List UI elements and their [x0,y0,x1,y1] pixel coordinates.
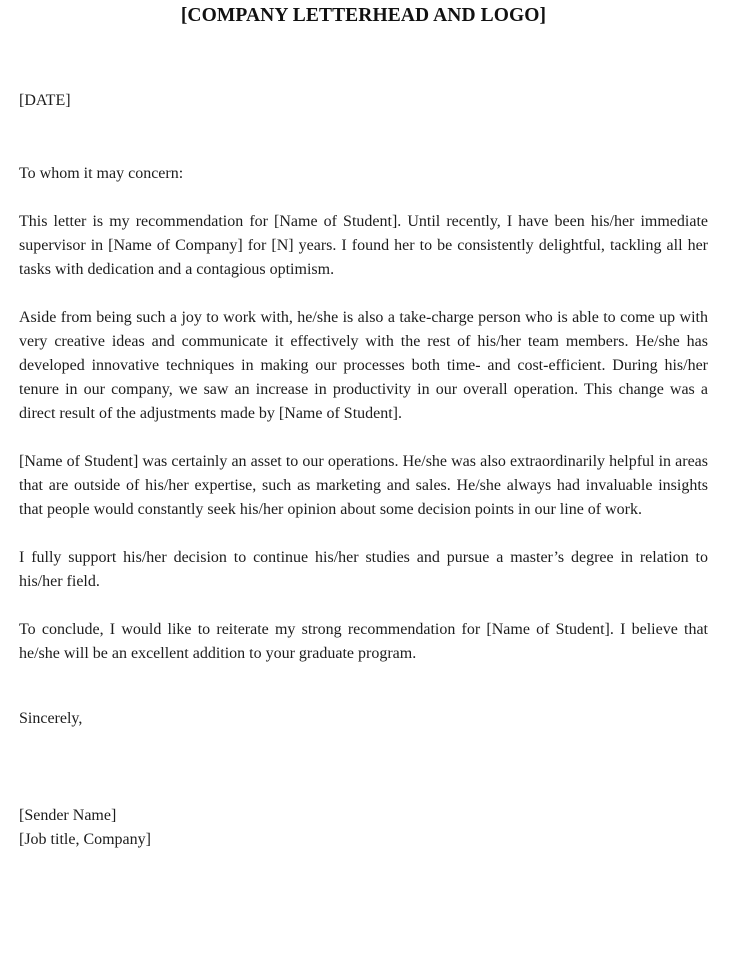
sender-title-company-placeholder: [Job title, Company] [19,831,151,848]
body-paragraph-4: I fully support his/her decision to continue his/her studies and pursue a master’s degree in relation to his/her field. [19,549,708,590]
closing-salutation: Sincerely, [19,710,83,727]
date-placeholder: [DATE] [19,92,71,109]
body-paragraph-5: To conclude, I would like to reiterate my strong recommendation for [Name of Student]. I believe that he/she will be an excellent addition to your graduate program. [19,621,708,662]
letter-body [19,186,708,666]
body-paragraph-3: [Name of Student] was certainly an asset to our operations. He/she was also extraordinarily helpful in areas that are outside of his/her expertise, such as marketing and sales. He/she always had invaluable insights that people would constantly seek his/her opinion about some decision points in our line of work. [19,453,708,518]
salutation-line: To whom it may concern: [19,165,184,182]
signature-block [19,731,708,852]
body-paragraph-1: This letter is my recommendation for [Name of Student]. Until recently, I have been his/her immediate supervisor in [Name of Company] for [N] years. I found her to be consistently delightful, tackling all her tasks with dedication and a contagious optimism. [19,213,708,278]
company-letterhead-placeholder: [COMPANY LETTERHEAD AND LOGO] [180,5,547,26]
body-paragraph-2: Aside from being such a joy to work with, he/she is also a take-charge person who is able to come up with very creative ideas and communicate it effectively with the rest of his/her team members. He/she has developed innovative techniques in making our processes both time- and cost-efficient. During his/her tenure in our company, we saw an increase in productivity in our overall operation. This change was a direct result of the adjustments made by [Name of Student]. [19,309,708,422]
sender-name-placeholder: [Sender Name] [19,807,117,824]
